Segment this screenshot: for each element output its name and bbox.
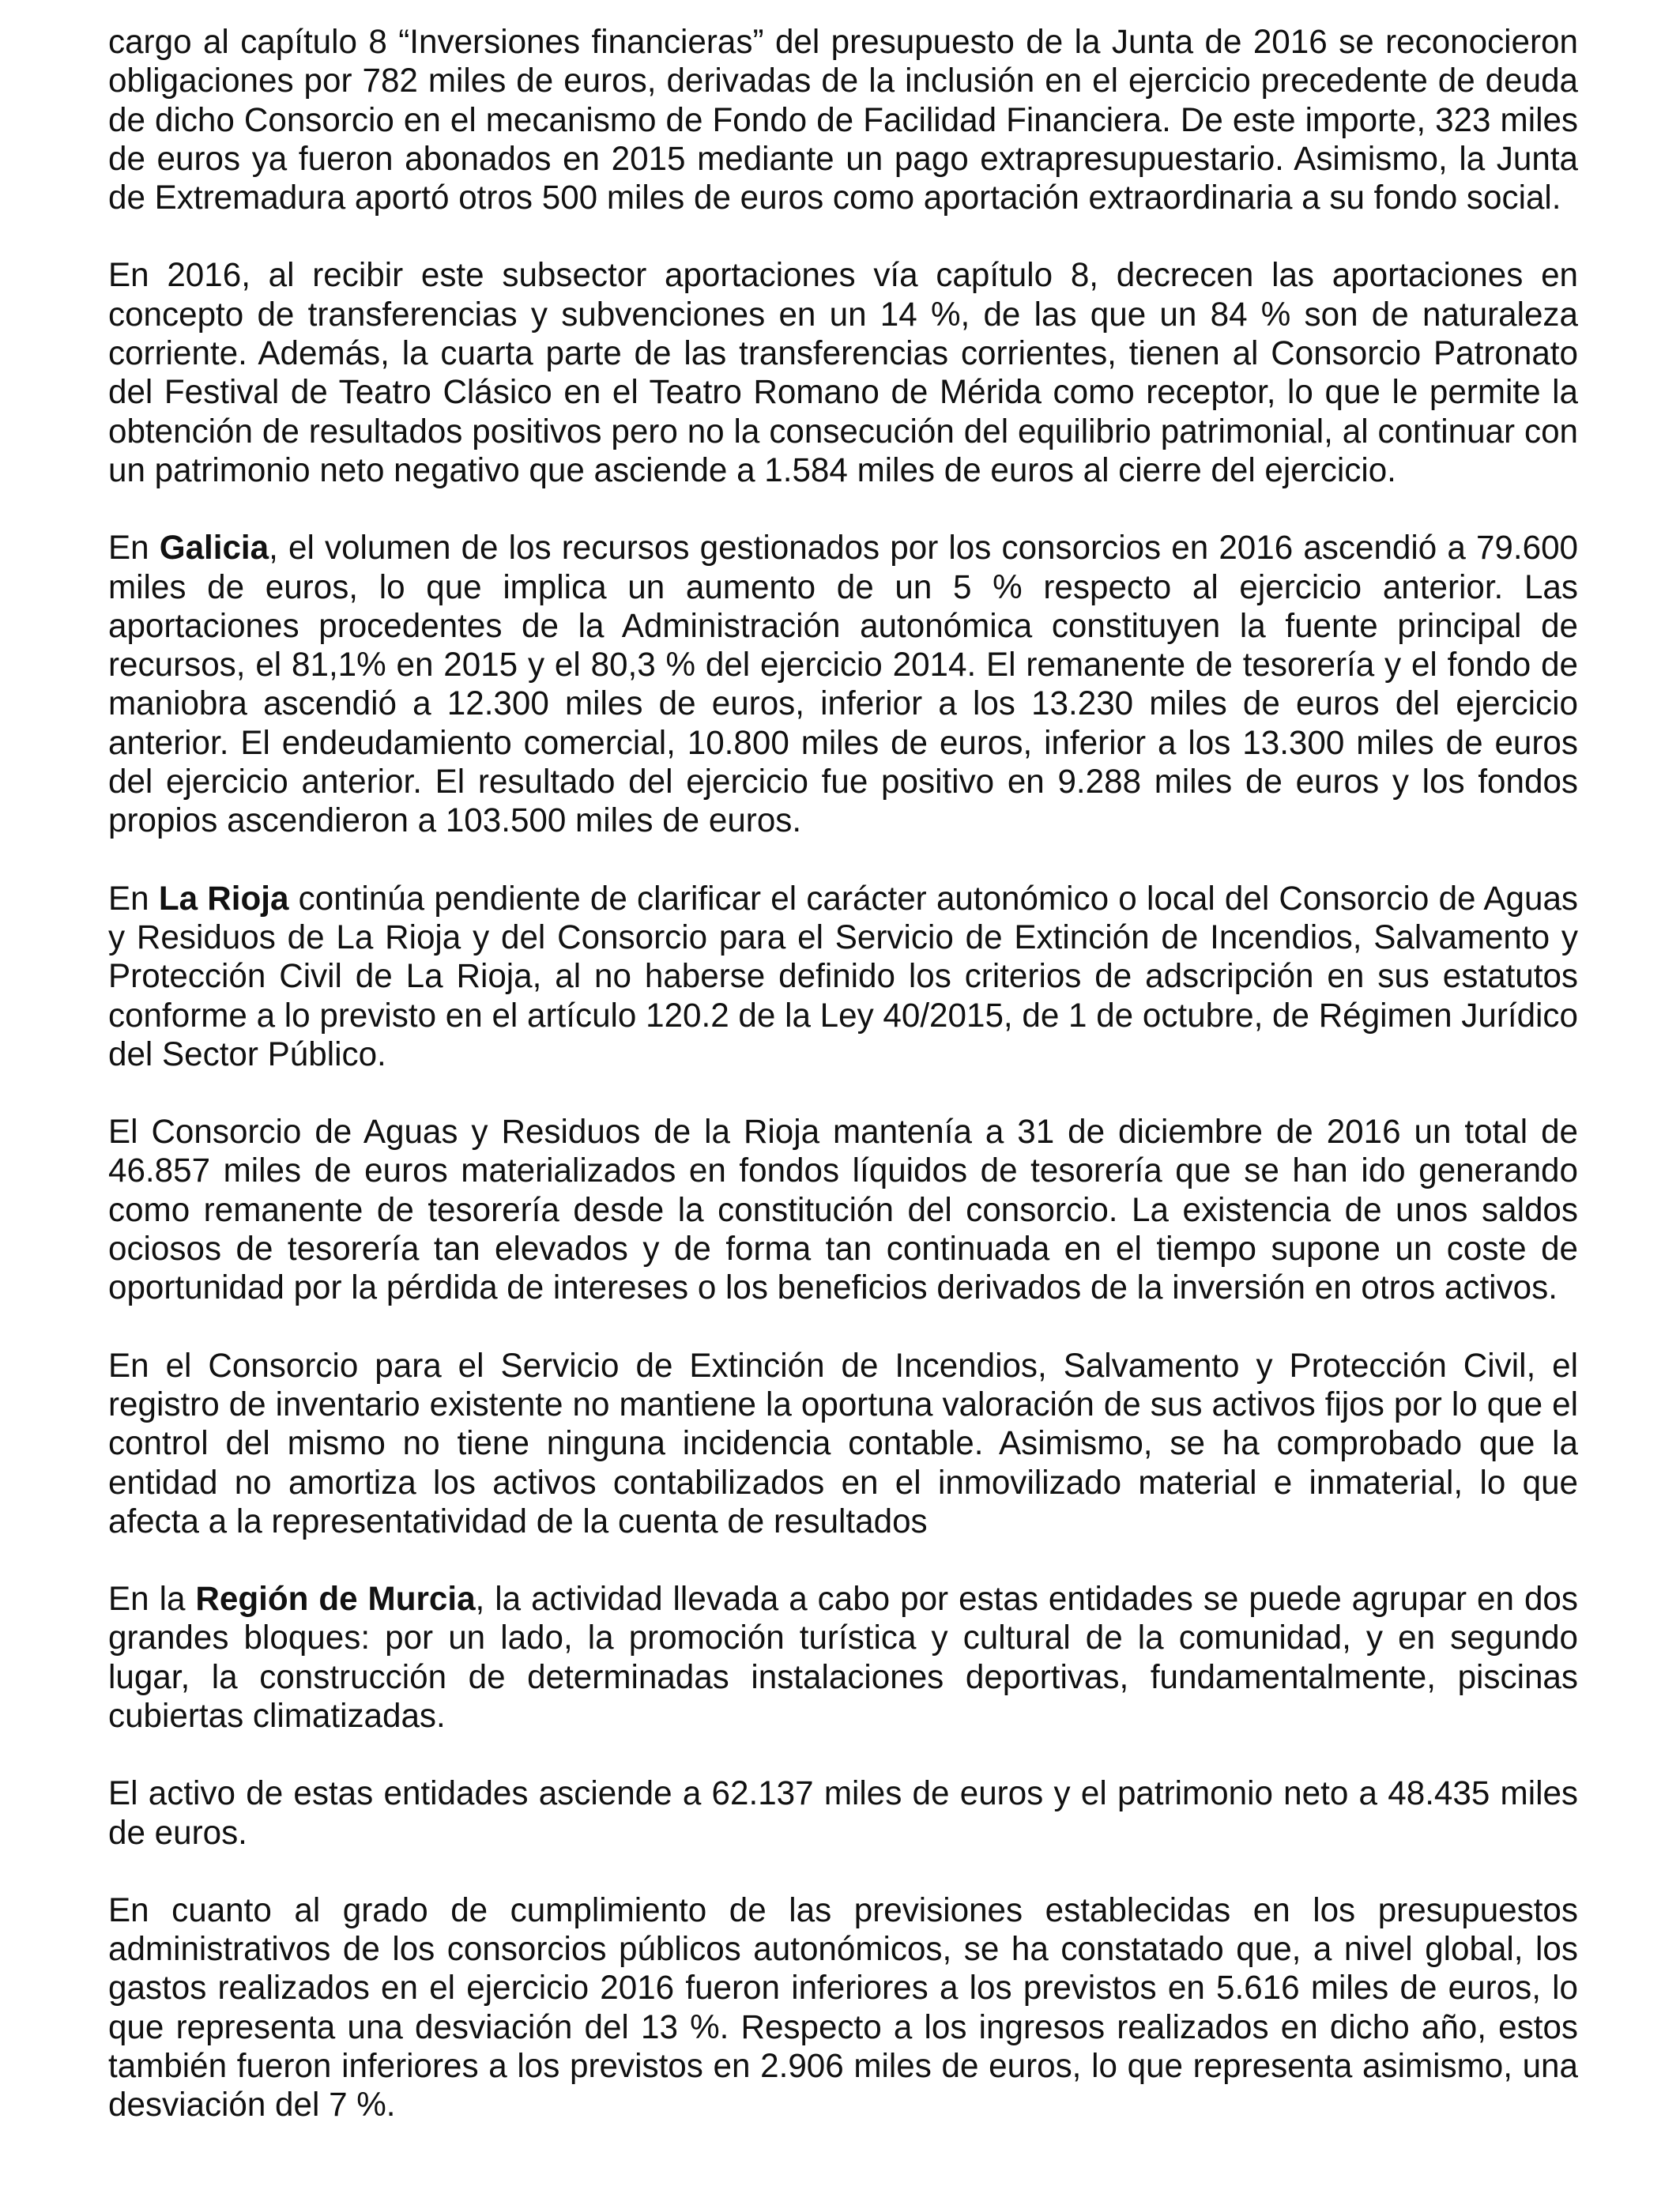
paragraph-extremadura-capitulo-8: cargo al capítulo 8 “Inversiones financieras” del presupuesto de la Junta de 2016 se reconocieron obligaciones por 782 miles de euros, derivadas de la inclusión en el ejercicio precedente de deuda de dicho Consorcio en el mecanismo de Fondo de Facilidad Financiera. De este importe, 323 miles de euros ya fueron abonados en 2015 mediante un pago extrapresupuestario. Asimismo, la Junta de Extremadura aportó otros 500 miles de euros como aportación extraordinaria a su fondo social. xyxy=(108,23,1578,217)
document-page xyxy=(108,22,1578,2163)
paragraph-cumplimiento-previsiones: En cuanto al grado de cumplimiento de las previsiones establecidas en los presupuestos administrativos de los consorcios públicos autonómicos, se ha constatado que, a nivel global, los gastos realizados en el ejercicio 2016 fueron inferiores a los previstos en 5.616 miles de euros, lo que representa una desviación del 13 %. Respecto a los ingresos realizados en dicho año, estos también fueron inferiores a los previstos en 2.906 miles de euros, lo que representa asimismo, una desviación del 7 %. xyxy=(108,1891,1578,2124)
region-name-murcia: Región de Murcia xyxy=(195,1580,476,1618)
region-name-galicia: Galicia xyxy=(159,529,269,567)
region-name-la-rioja: La Rioja xyxy=(158,879,289,917)
paragraph-lead: En la xyxy=(108,1580,196,1618)
paragraph-galicia xyxy=(108,528,1578,839)
paragraph-consorcio-extincion-incendios: En el Consorcio para el Servicio de Extinción de Incendios, Salvamento y Protección Civil, el registro de inventario existente no mantiene la oportuna valoración de sus activos fijos por lo que el control del mismo no tiene ninguna incidencia contable. Asimismo, se ha comprobado que la entidad no amortiza los activos contabilizados en el inmovilizado material e inmaterial, lo que afecta a la representatividad de la cuenta de resultados xyxy=(108,1346,1578,1540)
paragraph-body: , la actividad llevada a cabo por estas entidades se puede agrupar en dos grandes bloques: por un lado, la promoción turística y cultural de la comunidad, y en segundo lugar, la construcción de determinadas instalaciones deportivas, fundamentalmente, piscinas cubiertas climatizadas. xyxy=(108,1580,1578,1734)
paragraph-region-de-murcia xyxy=(108,1579,1578,1735)
paragraph-lead: En xyxy=(108,879,159,917)
paragraph-la-rioja xyxy=(108,879,1578,1073)
paragraph-consorcio-aguas-residuos: El Consorcio de Aguas y Residuos de la Rioja mantenía a 31 de diciembre de 2016 un total de 46.857 miles de euros materializados en fondos líquidos de tesorería que se han ido generando como remanente de tesorería desde la constitución del consorcio. La existencia de unos saldos ociosos de tesorería tan elevados y de forma tan continuada en el tiempo supone un coste de oportunidad por la pérdida de intereses o los beneficios derivados de la inversión en otros activos. xyxy=(108,1113,1578,1306)
paragraph-body: continúa pendiente de clarificar el carácter autonómico o local del Consorcio de Aguas y Residuos de La Rioja y del Consorcio para el Servicio de Extinción de Incendios, Salvamento y Protección Civil de La Rioja, al no haberse definido los criterios de adscripción en sus estatutos conforme a lo previsto en el artículo 120.2 de la Ley 40/2015, de 1 de octubre, de Régimen Jurídico del Sector Público. xyxy=(108,879,1578,1072)
paragraph-activo-patrimonio: El activo de estas entidades asciende a 62.137 miles de euros y el patrimonio neto a 48.435 miles de euros. xyxy=(108,1774,1578,1851)
paragraph-lead: En xyxy=(108,529,160,567)
paragraph-extremadura-transferencias: En 2016, al recibir este subsector aportaciones vía capítulo 8, decrecen las aportaciones en concepto de transferencias y subvenciones en un 14 %, de las que un 84 % son de naturaleza corriente. Además, la cuarta parte de las transferencias corrientes, tienen al Consorcio Patronato del Festival de Teatro Clásico en el Teatro Romano de Mérida como receptor, lo que le permite la obtención de resultados positivos pero no la consecución del equilibrio patrimonial, al continuar con un patrimonio neto negativo que asciende a 1.584 miles de euros al cierre del ejercicio. xyxy=(108,256,1578,488)
paragraph-body: , el volumen de los recursos gestionados por los consorcios en 2016 ascendió a 79.600 miles de euros, lo que implica un aumento de un 5 % respecto al ejercicio anterior. Las aportaciones procedentes de la Administración autonómica constituyen la fuente principal de recursos, el 81,1% en 2015 y el 80,3 % del ejercicio 2014. El remanente de tesorería y el fondo de maniobra ascendió a 12.300 miles de euros, inferior a los 13.230 miles de euros del ejercicio anterior. El endeudamiento comercial, 10.800 miles de euros, inferior a los 13.300 miles de euros del ejercicio anterior. El resultado del ejercicio fue positivo en 9.288 miles de euros y los fondos propios ascendieron a 103.500 miles de euros. xyxy=(108,529,1578,839)
